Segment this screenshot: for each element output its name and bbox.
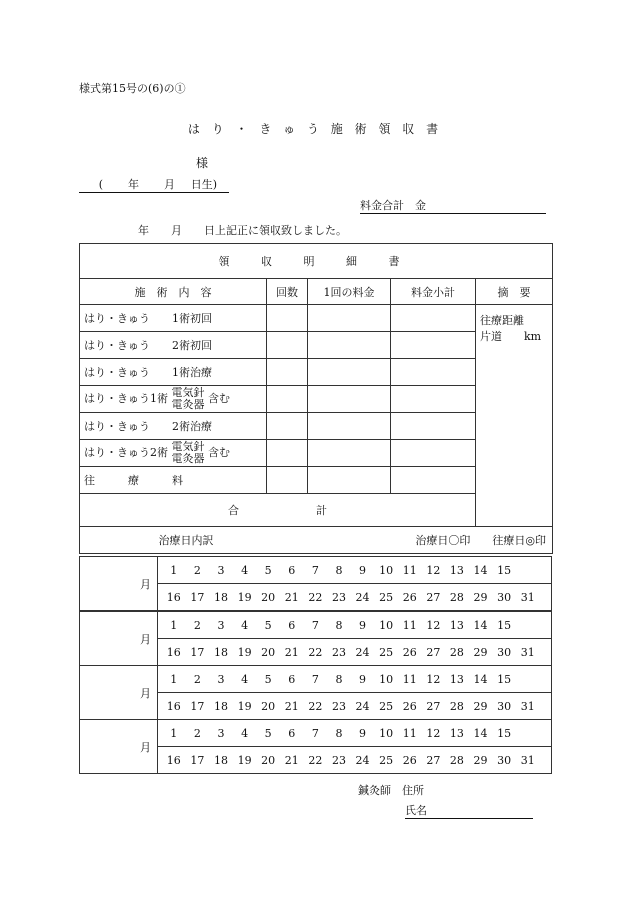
day-number: 10 — [379, 563, 394, 577]
grand-total-label: 合 計 — [80, 494, 476, 527]
count-cell — [267, 440, 308, 467]
day-number: 20 — [261, 699, 276, 713]
memo-distance: 往療距離 — [480, 314, 524, 327]
day-number: 11 — [402, 672, 417, 686]
day-number: 27 — [426, 645, 441, 659]
day-number: 21 — [284, 753, 299, 767]
day-number: 13 — [449, 672, 464, 686]
day-number: 7 — [311, 563, 319, 577]
day-number: 9 — [359, 726, 367, 740]
day-number: 19 — [237, 699, 252, 713]
day-number: 9 — [359, 672, 367, 686]
day-number: 24 — [355, 645, 370, 659]
day-number: 11 — [402, 563, 417, 577]
day-number: 31 — [520, 753, 535, 767]
day-number: 24 — [355, 590, 370, 604]
day-number: 21 — [284, 590, 299, 604]
col-subtotal: 料金小計 — [391, 279, 476, 305]
day-number: 7 — [311, 672, 319, 686]
day-number: 5 — [264, 672, 272, 686]
day-number: 7 — [311, 726, 319, 740]
page-title: は り ・ き ゅ う 施 術 領 収 書 — [187, 122, 443, 136]
days-row-first — [158, 666, 552, 693]
item-row-label — [80, 413, 267, 440]
day-number: 31 — [520, 645, 535, 659]
birth-day-label: 日生) — [190, 178, 217, 191]
subtotal-cell — [391, 359, 476, 386]
day-number: 12 — [426, 563, 441, 577]
item-row-label — [80, 332, 267, 359]
day-number: 24 — [355, 753, 370, 767]
day-number: 27 — [426, 590, 441, 604]
col-content: 施 術 内 容 — [80, 279, 267, 305]
day-number: 5 — [264, 618, 272, 632]
month-label: 月 — [80, 666, 158, 720]
day-number: 15 — [497, 618, 512, 632]
day-number: 12 — [426, 618, 441, 632]
day-number: 1 — [170, 726, 178, 740]
day-number: 14 — [473, 618, 488, 632]
day-number: 12 — [426, 672, 441, 686]
day-number: 3 — [217, 563, 225, 577]
day-number: 6 — [288, 618, 296, 632]
memo-cell — [476, 305, 553, 527]
item-row-label — [80, 305, 267, 332]
day-number: 6 — [288, 726, 296, 740]
item-suffix: 含む — [208, 392, 230, 405]
day-number: 18 — [213, 590, 228, 604]
month-label: 月 — [80, 557, 158, 611]
count-cell — [267, 359, 308, 386]
day-number: 23 — [331, 699, 346, 713]
item-equip-bottom: 電灸器 — [171, 398, 205, 411]
day-number: 9 — [359, 563, 367, 577]
day-number: 19 — [237, 645, 252, 659]
birth-month-label: 月 — [164, 178, 175, 191]
day-number: 2 — [193, 672, 201, 686]
day-number: 25 — [379, 699, 394, 713]
count-cell — [267, 332, 308, 359]
day-number: 8 — [335, 726, 343, 740]
day-number: 10 — [379, 726, 394, 740]
birth-open-paren: ( — [98, 178, 103, 191]
day-number: 2 — [193, 563, 201, 577]
unit-price-cell — [308, 467, 391, 494]
days-row-first — [158, 720, 552, 747]
day-number: 6 — [288, 672, 296, 686]
day-number: 8 — [335, 672, 343, 686]
item-label: はり・きゅう2術 — [84, 446, 168, 459]
count-cell — [267, 305, 308, 332]
received-statement: 年 月 日上記正に領収致しました。 — [138, 224, 347, 237]
unit-price-cell — [308, 332, 391, 359]
day-number: 21 — [284, 645, 299, 659]
day-number: 26 — [402, 590, 417, 604]
day-number: 28 — [449, 590, 464, 604]
day-number: 22 — [308, 590, 323, 604]
day-number: 26 — [402, 699, 417, 713]
day-number: 30 — [497, 645, 512, 659]
day-number: 3 — [217, 618, 225, 632]
day-number: 16 — [166, 645, 181, 659]
item-equip-top: 電気針 — [171, 440, 205, 453]
total-amount-line: 料金合計 金 — [360, 197, 546, 214]
item-row-label — [80, 467, 267, 494]
treatment-legend: 治療日〇印 往療日◎印 — [415, 534, 547, 547]
day-number: 16 — [166, 590, 181, 604]
item-label: はり・きゅう 2術初回 — [84, 339, 212, 352]
treatment-breakdown-label: 治療日内訳 — [158, 534, 214, 547]
days-row-first — [158, 612, 552, 639]
day-number: 17 — [190, 645, 205, 659]
day-number: 7 — [311, 618, 319, 632]
day-number: 22 — [308, 753, 323, 767]
col-unit-price: 1回の料金 — [308, 279, 391, 305]
col-memo: 摘 要 — [476, 279, 553, 305]
day-number: 30 — [497, 753, 512, 767]
day-number: 23 — [331, 590, 346, 604]
month-label: 月 — [80, 720, 158, 774]
count-cell — [267, 413, 308, 440]
day-number: 19 — [237, 753, 252, 767]
day-number: 20 — [261, 753, 276, 767]
day-number: 8 — [335, 563, 343, 577]
unit-price-cell — [308, 386, 391, 413]
day-number: 18 — [213, 753, 228, 767]
day-number: 12 — [426, 726, 441, 740]
day-number: 21 — [284, 699, 299, 713]
item-label: はり・きゅう 1術治療 — [84, 366, 212, 379]
month-block — [79, 665, 552, 720]
day-number: 26 — [402, 645, 417, 659]
day-number: 15 — [497, 672, 512, 686]
day-number: 23 — [331, 753, 346, 767]
day-number: 4 — [241, 672, 249, 686]
subtotal-cell — [391, 332, 476, 359]
item-row-label — [80, 359, 267, 386]
day-number: 23 — [331, 645, 346, 659]
memo-one-way: 片道 km — [480, 330, 542, 343]
practitioner-address: 鍼灸師 住所 — [358, 784, 424, 797]
day-number: 10 — [379, 672, 394, 686]
day-number: 1 — [170, 618, 178, 632]
day-number: 14 — [473, 672, 488, 686]
item-equipment — [172, 441, 205, 465]
subtotal-cell — [391, 386, 476, 413]
unit-price-cell — [308, 413, 391, 440]
subtotal-cell — [391, 413, 476, 440]
day-number: 17 — [190, 699, 205, 713]
detail-table — [79, 243, 553, 554]
day-number: 18 — [213, 699, 228, 713]
day-number: 31 — [520, 590, 535, 604]
day-number: 18 — [213, 645, 228, 659]
day-number: 30 — [497, 590, 512, 604]
item-label: はり・きゅう 1術初回 — [84, 312, 212, 325]
days-row-second — [158, 693, 552, 720]
day-number: 16 — [166, 699, 181, 713]
day-number: 13 — [449, 618, 464, 632]
day-number: 9 — [359, 618, 367, 632]
days-row-second — [158, 584, 552, 611]
month-label: 月 — [80, 612, 158, 666]
day-number: 29 — [473, 753, 488, 767]
col-count: 回数 — [267, 279, 308, 305]
day-number: 22 — [308, 699, 323, 713]
item-equip-top: 電気針 — [171, 386, 205, 399]
form-number: 様式第15号の(6)の① — [79, 82, 186, 95]
day-number: 25 — [379, 590, 394, 604]
unit-price-cell — [308, 359, 391, 386]
detail-header: 領 収 明 細 書 — [80, 244, 553, 279]
item-equip-bottom: 電灸器 — [171, 452, 205, 465]
day-number: 31 — [520, 699, 535, 713]
day-number: 29 — [473, 645, 488, 659]
day-number: 13 — [449, 563, 464, 577]
day-number: 3 — [217, 672, 225, 686]
day-number: 17 — [190, 590, 205, 604]
item-row-label — [80, 386, 267, 413]
day-number: 24 — [355, 699, 370, 713]
day-number: 20 — [261, 590, 276, 604]
day-number: 10 — [379, 618, 394, 632]
day-number: 27 — [426, 753, 441, 767]
day-number: 29 — [473, 699, 488, 713]
birth-year-label: 年 — [128, 178, 139, 191]
day-number: 2 — [193, 618, 201, 632]
item-equipment — [172, 387, 205, 411]
subtotal-cell — [391, 305, 476, 332]
subtotal-cell — [391, 467, 476, 494]
day-number: 16 — [166, 753, 181, 767]
day-number: 15 — [497, 726, 512, 740]
day-number: 14 — [473, 563, 488, 577]
day-number: 8 — [335, 618, 343, 632]
count-cell — [267, 386, 308, 413]
day-number: 20 — [261, 645, 276, 659]
day-number: 6 — [288, 563, 296, 577]
practitioner-name: 氏名 — [405, 802, 533, 819]
item-suffix: 含む — [208, 446, 230, 459]
day-number: 5 — [264, 563, 272, 577]
day-number: 1 — [170, 563, 178, 577]
day-number: 28 — [449, 645, 464, 659]
days-row-first — [158, 557, 552, 584]
unit-price-cell — [308, 305, 391, 332]
day-number: 14 — [473, 726, 488, 740]
day-number: 5 — [264, 726, 272, 740]
day-number: 26 — [402, 753, 417, 767]
day-number: 11 — [402, 618, 417, 632]
item-label: はり・きゅう 2術治療 — [84, 420, 212, 433]
day-number: 1 — [170, 672, 178, 686]
day-number: 27 — [426, 699, 441, 713]
item-label: 往 療 料 — [84, 474, 183, 487]
days-row-second — [158, 747, 552, 774]
birth-date-line — [79, 176, 229, 193]
day-number: 28 — [449, 699, 464, 713]
day-number: 15 — [497, 563, 512, 577]
day-number: 2 — [193, 726, 201, 740]
day-number: 22 — [308, 645, 323, 659]
patient-name-suffix: 様 — [196, 156, 209, 170]
day-number: 13 — [449, 726, 464, 740]
day-number: 19 — [237, 590, 252, 604]
day-number: 4 — [241, 563, 249, 577]
day-number: 11 — [402, 726, 417, 740]
day-number: 25 — [379, 645, 394, 659]
month-block — [79, 556, 552, 611]
day-number: 25 — [379, 753, 394, 767]
unit-price-cell — [308, 440, 391, 467]
count-cell — [267, 467, 308, 494]
days-row-second — [158, 639, 552, 666]
item-label: はり・きゅう1術 — [84, 392, 168, 405]
day-number: 30 — [497, 699, 512, 713]
day-number: 29 — [473, 590, 488, 604]
item-row-label — [80, 440, 267, 467]
day-number: 4 — [241, 618, 249, 632]
day-number: 17 — [190, 753, 205, 767]
day-number: 4 — [241, 726, 249, 740]
subtotal-cell — [391, 440, 476, 467]
treatment-days-header — [80, 527, 553, 554]
month-block — [79, 719, 552, 774]
month-block — [79, 611, 552, 666]
day-number: 3 — [217, 726, 225, 740]
day-number: 28 — [449, 753, 464, 767]
